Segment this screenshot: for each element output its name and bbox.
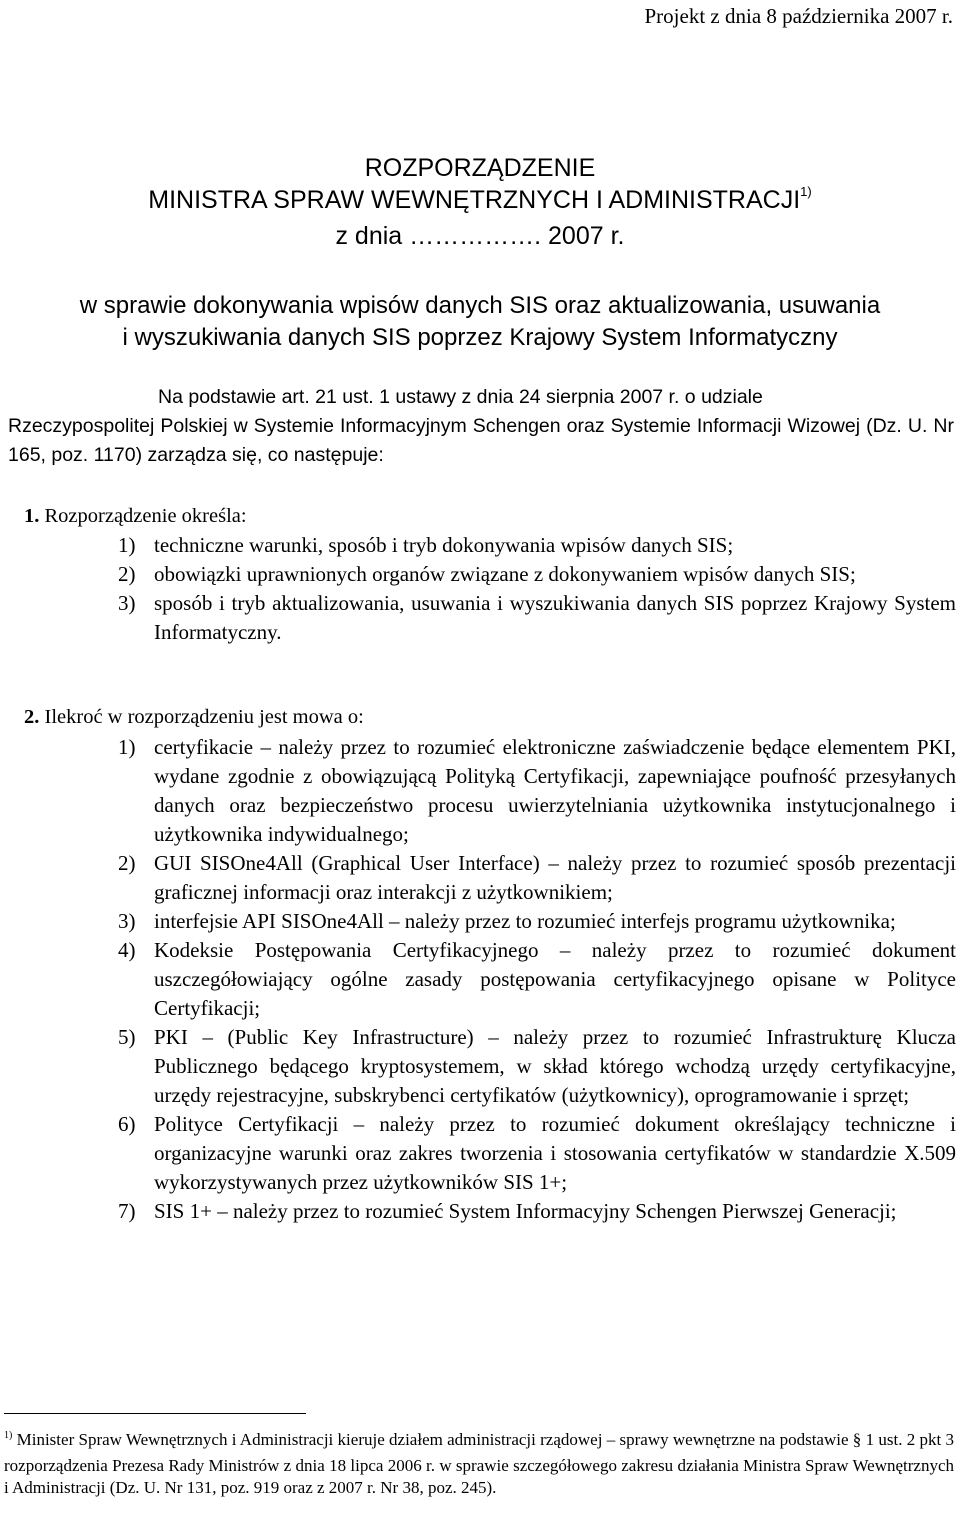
section-2-heading <box>24 703 954 732</box>
item-label: 2) <box>118 562 136 586</box>
list-item <box>118 936 956 1023</box>
item-label: 5) <box>118 1025 136 1049</box>
list-item <box>118 560 956 589</box>
item-text: techniczne warunki, sposób i tryb dokonywania wpisów danych SIS; <box>154 533 734 557</box>
item-label: 1) <box>118 533 136 557</box>
footnote-reference[interactable]: 1) <box>800 184 812 199</box>
item-text: GUI SISOne4All (Graphical User Interface) – należy przez to rozumieć sposób prezentacji graficznej informacji oraz interakcji z użytkownikiem; <box>154 851 956 904</box>
list-item <box>118 1023 956 1110</box>
section-2-list <box>118 733 956 1226</box>
item-text: Polityce Certyfikacji – należy przez to rozumieć dokument określający techniczne i organizacyjne warunki oraz zakres tworzenia i stosowania certyfikatów w standardzie X.509 wykorzystywanych przez użytkowników SIS 1+; <box>154 1112 956 1194</box>
section-number: 2. <box>24 706 40 728</box>
list-item <box>118 849 956 907</box>
section-intro: Ilekroć w rozporządzeniu jest mowa o: <box>44 706 364 728</box>
footnote-text: Minister Spraw Wewnętrznych i Administracji kieruje działem administracji rządowej – sprawy wewnętrzne na podstawie § 1 ust. 2 pkt 3 rozporządzenia Prezesa Rady Ministrów z dnia 18 lipca 2006 r. w sprawie szczegółowego zakresu działania Ministra Spraw Wewnętrznych i Administracji (Dz. U. Nr 131, poz. 919 oraz z 2007 r. Nr 38, poz. 245). <box>4 1430 955 1498</box>
item-text: PKI – (Public Key Infrastructure) – należy przez to rozumieć Infrastrukturę Klucza Publicznego będącego kryptosystemem, w skład którego wchodzą urzędy certyfikacyjne, urzędy rejestracyjne, subskrybenci certyfikatów (użytkownicy), oprogramowanie i sprzęt; <box>154 1025 956 1107</box>
section-1-heading <box>24 502 954 531</box>
title-line-2 <box>0 184 960 220</box>
subject-line-1: w sprawie dokonywania wpisów danych SIS oraz aktualizowania, usuwania <box>79 292 881 319</box>
list-item <box>118 1197 956 1226</box>
list-item <box>118 531 956 560</box>
preamble-rest: Rzeczypospolitej Polskiej w Systemie Informacyjnym Schengen oraz Systemie Informacji Wizowej (Dz. U. Nr 165, poz. 1170) zarządza się, co następuje: <box>8 415 954 466</box>
list-item <box>118 907 956 936</box>
item-label: 3) <box>118 591 136 615</box>
section-number: 1. <box>24 505 40 527</box>
item-text: Kodeksie Postępowania Certyfikacyjnego – należy przez to rozumieć dokument uszczegółowiający ogólne zasady postępowania certyfikacyjnego opisane w Polityce Certyfikacji; <box>154 938 956 1020</box>
item-label: 4) <box>118 938 136 962</box>
preamble-first-line: Na podstawie art. 21 ust. 1 ustawy z dnia 24 sierpnia 2007 r. o udziale <box>158 386 763 408</box>
item-text: obowiązki uprawnionych organów związane z dokonywaniem wpisów danych SIS; <box>154 562 856 586</box>
item-label: 3) <box>118 909 136 933</box>
footnote <box>4 1429 954 1500</box>
subject-line-2: i wyszukiwania danych SIS poprzez Krajowy System Informatyczny <box>122 324 838 351</box>
preamble <box>8 383 954 470</box>
footnote-separator <box>4 1413 306 1414</box>
draft-date-note: Projekt z dnia 8 października 2007 r. <box>644 4 953 28</box>
item-label: 1) <box>118 735 136 759</box>
item-text: SIS 1+ – należy przez to rozumieć System Informacyjny Schengen Pierwszej Generacji; <box>154 1199 897 1223</box>
regulation-subject <box>0 290 960 354</box>
item-label: 6) <box>118 1112 136 1136</box>
list-item <box>118 589 956 647</box>
title-line-1: ROZPORZĄDZENIE <box>364 154 596 182</box>
list-item <box>118 733 956 849</box>
item-text: certyfikacie – należy przez to rozumieć elektroniczne zaświadczenie będące elementem PKI, wydane zgodnie z obowiązującą Polityką Certyfikacji, zapewniające poufność przesyłanych danych oraz bezpieczeństwo procesu uwierzytelniania użytkownika instytucjonalnego i użytkownika indywidualnego; <box>154 735 956 846</box>
item-text: sposób i tryb aktualizowania, usuwania i wyszukiwania danych SIS poprzez Krajowy System Informatyczny. <box>154 591 956 644</box>
title-date-line: z dnia ……………. 2007 r. <box>335 222 625 250</box>
section-1-list <box>118 531 956 647</box>
regulation-title <box>0 152 960 252</box>
footnote-marker: 1) <box>4 1430 13 1441</box>
item-text: interfejsie API SISOne4All – należy przez to rozumieć interfejs programu użytkownika; <box>154 909 896 933</box>
title-issuer: MINISTRA SPRAW WEWNĘTRZNYCH I ADMINISTRACJI <box>148 186 801 214</box>
item-label: 2) <box>118 851 136 875</box>
list-item <box>118 1110 956 1197</box>
section-intro: Rozporządzenie określa: <box>44 505 247 527</box>
item-label: 7) <box>118 1199 136 1223</box>
